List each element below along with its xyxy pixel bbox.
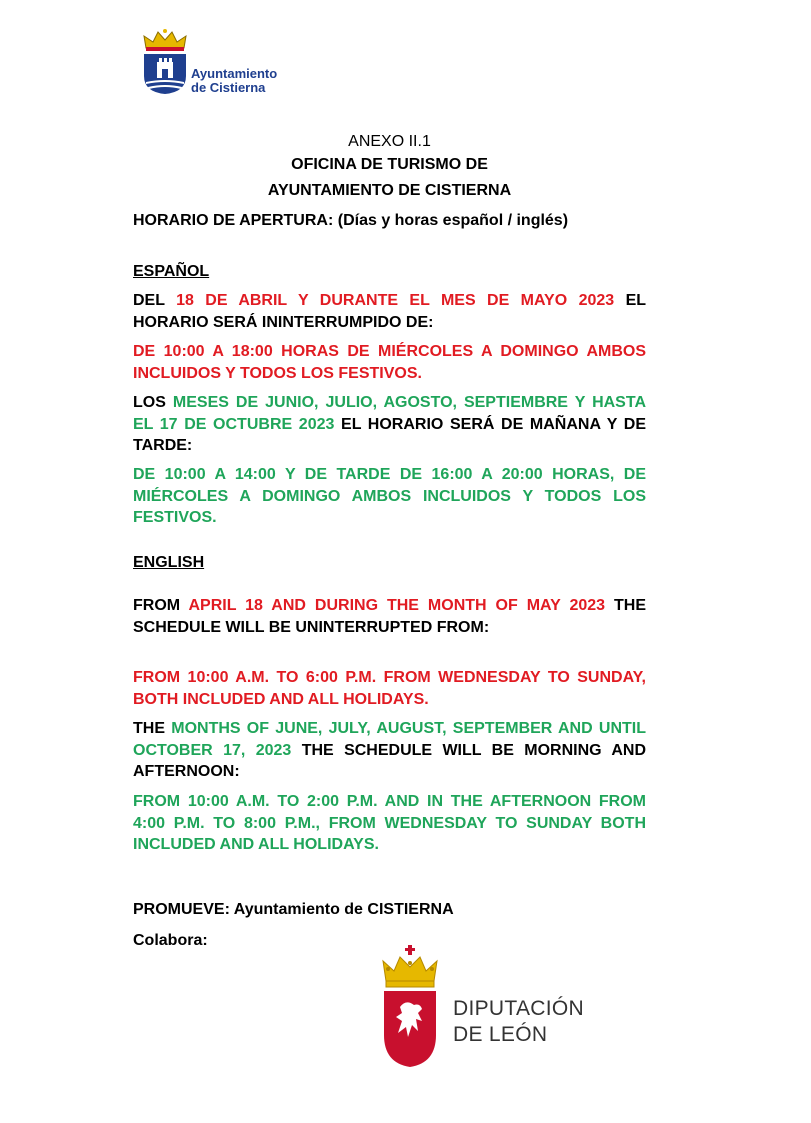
promueve-label: PROMUEVE: — [133, 901, 230, 918]
en-p3-end: THE SCHEDULE WILL BE MORNING AND AFTERNOON: — [133, 741, 647, 780]
title-line1: OFICINA DE TURISMO DE — [291, 156, 488, 173]
es-paragraph-3 — [133, 392, 646, 457]
en-heading: ENGLISH — [133, 554, 205, 571]
diputacion-leon-crest-icon — [380, 945, 440, 1070]
en-p1-start: FROM — [133, 597, 189, 614]
diputacion-line1: DIPUTACIÓN — [453, 997, 584, 1020]
en-paragraph-2: FROM 10:00 A.M. TO 6:00 P.M. FROM WEDNESDAY TO SUNDAY, BOTH INCLUDED AND ALL HOLIDAYS. — [133, 669, 646, 708]
en-paragraph-4: FROM 10:00 A.M. TO 2:00 P.M. AND IN THE AFTERNOON FROM 4:00 P.M. TO 8:00 P.M., FROM WEDNESDAY TO SUNDAY BOTH INCLUDED AND ALL HOLIDAYS. — [133, 793, 646, 853]
diputacion-line2: DE LEÓN — [453, 1023, 548, 1046]
en-p1-end: THE SCHEDULE WILL BE UNINTERRUPTED FROM: — [133, 597, 646, 636]
diputacion-logo — [380, 945, 600, 1075]
annex-label: ANEXO II.1 — [348, 133, 431, 150]
colabora-label: Colabora: — [133, 932, 208, 949]
es-paragraph-4: DE 10:00 A 14:00 Y DE TARDE DE 16:00 A 20:00 HORAS, DE MIÉRCOLES A DOMINGO AMBOS INCLUIDOS Y TODOS LOS FESTIVOS. — [133, 466, 646, 526]
es-p1-start: DEL — [133, 292, 177, 309]
diputacion-logo-text — [453, 996, 584, 1048]
title-line2: AYUNTAMIENTO DE CISTIERNA — [267, 182, 512, 199]
en-p1-dates: APRIL 18 AND DURING THE MONTH OF MAY 2023 — [188, 597, 606, 614]
promueve-value: Ayuntamiento de CISTIERNA — [229, 901, 454, 918]
en-p3-start: THE — [133, 720, 172, 737]
es-p3-dates: MESES DE JUNIO, JULIO, AGOSTO, SEPTIEMBRE Y HASTA EL 17 DE OCTUBRE 2023 — [133, 394, 646, 433]
es-p1-end: EL HORARIO SERÁ ININTERRUMPIDO DE: — [133, 292, 647, 331]
promueve-line — [133, 899, 646, 921]
es-p1-dates: 18 DE ABRIL Y DURANTE EL MES DE MAYO 2023 — [176, 292, 615, 309]
intro-text: HORARIO DE APERTURA: (Días y horas español / inglés) — [133, 212, 569, 229]
cistierna-crest-icon — [140, 28, 190, 96]
logo-line2: de Cistierna — [191, 80, 266, 95]
en-p3-dates: MONTHS OF JUNE, JULY, AUGUST, SEPTEMBER AND UNTIL OCTOBER 17, 2023 — [133, 720, 646, 759]
en-paragraph-1 — [133, 595, 646, 638]
cistierna-logo — [140, 28, 310, 98]
es-p3-start: LOS — [133, 394, 173, 411]
es-heading: ESPAÑOL — [133, 263, 210, 280]
es-paragraph-1 — [133, 290, 646, 333]
logo-line1: Ayuntamiento — [191, 66, 278, 81]
en-paragraph-3 — [133, 718, 646, 783]
es-p3-end: EL HORARIO SERÁ DE MAÑANA Y DE TARDE: — [133, 415, 646, 454]
es-paragraph-2: DE 10:00 A 18:00 HORAS DE MIÉRCOLES A DOMINGO AMBOS INCLUIDOS Y TODOS LOS FESTIVOS. — [133, 343, 646, 382]
cistierna-logo-text — [191, 67, 277, 95]
